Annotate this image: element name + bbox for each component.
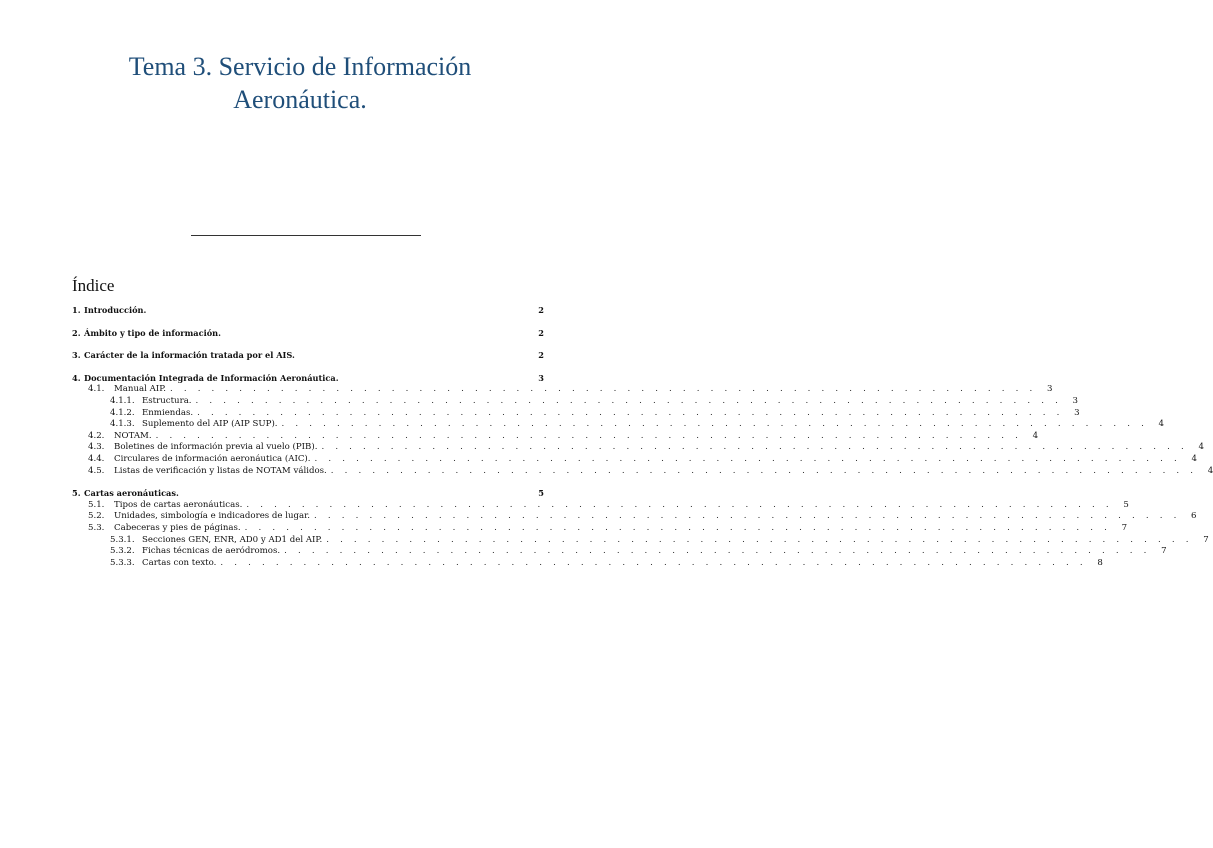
toc-leader-dots: . . . . . . . . . . . . . . . . . . . . . . . . . . . . . . . . . . . . . . . . . . . . . . . . . . . . . . . . . . . . . . . — [246, 499, 1113, 510]
toc-page: 5 — [1123, 499, 1129, 510]
toc-subsection-4-4[interactable] — [72, 453, 1197, 466]
toc-number: 1. — [72, 305, 81, 315]
toc-subsection-4-2[interactable] — [72, 430, 1039, 443]
toc-title: Carácter de la información tratada por el AIS. — [84, 350, 295, 361]
toc-number: 4.3. — [88, 442, 105, 453]
toc-section-4[interactable] — [72, 373, 544, 385]
toc-subsubsection-5-3-3[interactable] — [72, 557, 1103, 570]
toc-number: 3. — [72, 350, 81, 361]
toc-page: 4 — [1032, 430, 1039, 441]
document-title — [0, 50, 600, 116]
toc-number: 5.3.3. — [110, 557, 135, 568]
toc-leader-dots: . . . . . . . . . . . . . . . . . . . . . . . . . . . . . . . . . . . . . . . . . . . . . . . . . . . . . . . . . . . . . . . — [284, 546, 1151, 557]
toc-page: 4 — [1158, 419, 1165, 430]
toc-page: 2 — [538, 350, 544, 361]
toc-leader-dots: . . . . . . . . . . . . . . . . . . . . . . . . . . . . . . . . . . . . . . . . . . . . . . . . . . . . . . . . . . . . . . . — [195, 395, 1063, 406]
toc-section-5[interactable] — [72, 488, 544, 500]
toc-page: 3 — [1074, 407, 1080, 418]
toc-number: 4. — [72, 372, 81, 383]
toc-number: 4.1.3. — [110, 419, 135, 430]
toc-title: Documentación Integrada de Información Aeronáutica. — [84, 372, 339, 383]
toc-subsubsection-4-1-2[interactable] — [72, 407, 1080, 420]
toc-page: 4 — [1198, 442, 1204, 453]
toc-page: 7 — [1203, 534, 1209, 545]
toc-leader-dots: . . . . . . . . . . . . . . . . . . . . . . . . . . . . . . . . . . . . . . . . . . . . . . . . . . . . . . . . . . . . . . . — [330, 465, 1198, 476]
toc-leader-dots: . . . . . . . . . . . . . . . . . . . . . . . . . . . . . . . . . . . . . . . . . . . . . . . . . . . . . . . . . . . . . . . — [314, 453, 1181, 464]
toc-page: 3 — [1072, 395, 1079, 406]
toc-page: 8 — [1097, 557, 1103, 568]
toc-page: 7 — [1121, 522, 1128, 533]
toc-subsection-5-3[interactable] — [72, 522, 1128, 535]
toc-leader-dots: . . . . . . . . . . . . . . . . . . . . . . . . . . . . . . . . . . . . . . . . . . . . . . . . . . . . . . . . . . . . . . . — [169, 384, 1037, 395]
toc-title: Fichas técnicas de aeródromos. — [142, 546, 281, 557]
toc-title: Manual AIP. — [114, 384, 166, 395]
toc-page: 7 — [1161, 546, 1167, 557]
toc-number: 4.5. — [88, 465, 105, 476]
toc-title: Enmiendas. — [142, 407, 194, 418]
toc-subsection-4-3[interactable] — [72, 442, 1204, 454]
toc-title: Ámbito y tipo de información. — [84, 327, 221, 338]
document-title-line-1: Tema 3. Servicio de Información — [128, 52, 472, 81]
toc-number: 4.1.1. — [110, 395, 135, 406]
toc-title: Estructura. — [142, 395, 192, 406]
toc-title: Circulares de información aeronáutica (AIC). — [114, 453, 311, 464]
toc-subsubsection-4-1-1[interactable] — [72, 395, 1079, 408]
toc-number: 5.3. — [88, 522, 105, 533]
toc-leader-dots: . . . . . . . . . . . . . . . . . . . . . . . . . . . . . . . . . . . . . . . . . . . . . . . . . . . . . . . . . . . . . . . — [244, 522, 1112, 533]
toc-subsubsection-5-3-2[interactable] — [72, 546, 1167, 558]
toc-section-2[interactable] — [72, 328, 544, 340]
toc-number: 4.1. — [88, 384, 105, 395]
toc-section-3[interactable] — [72, 350, 544, 362]
toc-number: 5.1. — [88, 499, 105, 510]
toc-page: 3 — [538, 372, 544, 383]
toc-number: 5.2. — [88, 511, 105, 522]
toc-title: NOTAM. — [114, 430, 152, 441]
toc-leader-dots: . . . . . . . . . . . . . . . . . . . . . . . . . . . . . . . . . . . . . . . . . . . . . . . . . . . . . . . . . . . . . . . — [220, 557, 1087, 568]
toc-page: 3 — [1046, 384, 1053, 395]
toc-subsection-4-1[interactable] — [72, 384, 1053, 396]
toc-title: Secciones GEN, ENR, AD0 y AD1 del AIP. — [142, 534, 323, 545]
table-of-contents — [72, 305, 1213, 569]
toc-title: Listas de verificación y listas de NOTAM válidos. — [114, 465, 327, 476]
toc-page: 6 — [1191, 511, 1197, 522]
toc-leader-dots: . . . . . . . . . . . . . . . . . . . . . . . . . . . . . . . . . . . . . . . . . . . . . . . . . . . . . . . . . . . . . . . — [281, 419, 1149, 430]
title-divider — [191, 235, 421, 236]
toc-page: 4 — [1207, 465, 1213, 476]
toc-leader-dots: . . . . . . . . . . . . . . . . . . . . . . . . . . . . . . . . . . . . . . . . . . . . . . . . . . . . . . . . . . . . . . . — [314, 511, 1181, 522]
toc-heading: Índice — [72, 276, 115, 295]
toc-title: Cartas aeronáuticas. — [84, 488, 179, 499]
toc-number: 4.2. — [88, 430, 105, 441]
toc-number: 4.1.2. — [110, 407, 135, 418]
toc-subsection-5-1[interactable] — [72, 499, 1129, 512]
toc-number: 2. — [72, 327, 81, 338]
toc-leader-dots: . . . . . . . . . . . . . . . . . . . . . . . . . . . . . . . . . . . . . . . . . . . . . . . . . . . . . . . . . . . . . . . — [321, 442, 1188, 453]
toc-page: 2 — [538, 305, 544, 315]
toc-page: 5 — [538, 488, 544, 499]
toc-title: Tipos de cartas aeronáuticas. — [114, 499, 243, 510]
toc-number: 4.4. — [88, 453, 105, 464]
toc-title: Suplemento del AIP (AIP SUP). — [142, 419, 278, 430]
toc-title: Introducción. — [84, 305, 147, 315]
toc-subsubsection-5-3-1[interactable] — [72, 534, 1209, 547]
toc-subsection-4-5[interactable] — [72, 465, 1213, 478]
toc-page: 4 — [1191, 453, 1197, 464]
document-title-line-2: Aeronáutica. — [233, 85, 367, 114]
toc-number: 5.3.1. — [110, 534, 135, 545]
toc-page: 2 — [538, 327, 544, 338]
toc-leader-dots: . . . . . . . . . . . . . . . . . . . . . . . . . . . . . . . . . . . . . . . . . . . . . . . . . . . . . . . . . . . . . . . — [326, 534, 1193, 545]
toc-title: Cabeceras y pies de páginas. — [114, 522, 241, 533]
toc-title: Unidades, simbología e indicadores de lugar. — [114, 511, 311, 522]
toc-number: 5. — [72, 488, 81, 499]
toc-title: Cartas con texto. — [142, 557, 217, 568]
toc-number: 5.3.2. — [110, 546, 135, 557]
toc-leader-dots: . . . . . . . . . . . . . . . . . . . . . . . . . . . . . . . . . . . . . . . . . . . . . . . . . . . . . . . . . . . . . . . — [197, 407, 1064, 418]
toc-section-1[interactable] — [72, 305, 544, 317]
toc-subsection-5-2[interactable] — [72, 511, 1197, 523]
toc-title: Boletines de información previa al vuelo (PIB). — [114, 442, 318, 453]
toc-leader-dots: . . . . . . . . . . . . . . . . . . . . . . . . . . . . . . . . . . . . . . . . . . . . . . . . . . . . . . . . . . . . . . . — [155, 430, 1023, 441]
toc-subsubsection-4-1-3[interactable] — [72, 419, 1165, 431]
